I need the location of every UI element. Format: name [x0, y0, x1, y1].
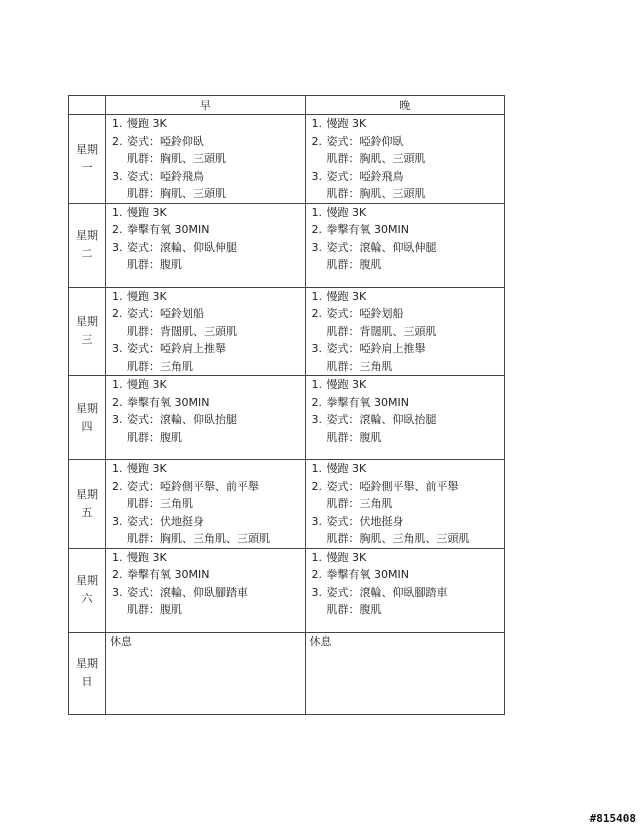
exercise-line	[306, 549, 505, 567]
item-text: 慢跑 3K	[326, 378, 367, 391]
exercise-line	[306, 411, 505, 429]
day-label-line: 星期	[76, 487, 98, 501]
exercise-line	[306, 633, 505, 651]
day-row	[69, 548, 505, 632]
exercise-line	[106, 133, 305, 151]
item-text: 姿式：啞鈴飛鳥	[326, 169, 404, 183]
exercise-line	[306, 566, 505, 584]
item-number: 2.	[311, 134, 322, 148]
day-label-line: 五	[81, 505, 93, 519]
header-row	[69, 96, 505, 115]
item-number: 3.	[112, 240, 123, 254]
item-text: 慢跑 3K	[326, 550, 367, 564]
item-text: 肌群：腹肌	[326, 430, 382, 444]
item-number: 2.	[311, 307, 322, 320]
item-text: 肌群：背闊肌、三頭肌	[127, 324, 237, 338]
item-number: 1.	[311, 117, 322, 130]
day-label	[69, 115, 106, 204]
morning-cell	[106, 632, 306, 714]
item-number: 2.	[112, 568, 123, 581]
item-number: 2.	[311, 479, 322, 493]
item-number: 2.	[112, 134, 123, 148]
item-number: 1.	[311, 205, 322, 219]
item-text: 慢跑 3K	[326, 289, 367, 303]
exercise-line	[306, 305, 505, 323]
exercise-line	[106, 376, 305, 394]
item-number: 2.	[112, 307, 123, 320]
item-text: 肌群：胸肌、三頭肌	[326, 152, 426, 165]
item-text: 姿式：啞鈴肩上推舉	[326, 342, 426, 355]
item-number: 1.	[112, 550, 123, 564]
item-number: 3.	[311, 514, 322, 528]
item-number: 2.	[311, 223, 322, 236]
item-text: 姿式：啞鈴肩上推舉	[127, 342, 226, 355]
exercise-line	[306, 168, 505, 186]
morning-cell	[106, 460, 306, 549]
day-label	[69, 460, 106, 549]
day-row	[69, 115, 505, 204]
item-number: 2.	[112, 223, 123, 236]
item-text: 肌群：胸肌、三頭肌	[127, 152, 226, 165]
day-label-line: 星期	[76, 315, 98, 329]
item-text: 肌群：三角肌	[326, 497, 393, 510]
day-label-line: 星期	[76, 574, 98, 587]
exercise-line	[306, 115, 505, 133]
exercise-line	[106, 150, 305, 168]
item-text: 姿式：伏地挺身	[326, 514, 404, 528]
exercise-line	[306, 584, 505, 602]
exercise-line	[306, 133, 505, 151]
evening-cell	[305, 287, 505, 376]
item-number: 3.	[112, 585, 123, 599]
item-text: 肌群：胸肌、三角肌、三頭肌	[326, 532, 470, 545]
exercise-line	[306, 323, 505, 341]
evening-cell	[305, 203, 505, 287]
item-text: 肌群：三角肌	[127, 359, 193, 373]
item-number: 1.	[112, 205, 123, 219]
exercise-line	[306, 394, 505, 412]
item-text: 慢跑 3K	[127, 378, 167, 391]
exercise-line	[306, 376, 505, 394]
morning-cell	[106, 548, 306, 632]
item-text: 慢跑 3K	[127, 289, 167, 303]
exercise-line	[306, 221, 505, 239]
item-text: 姿式：啞鈴划船	[326, 307, 404, 320]
item-text: 拳擊有氧 30MIN	[326, 395, 409, 409]
item-number: 2.	[311, 395, 322, 409]
day-row	[69, 460, 505, 549]
day-label-line: 星期	[76, 401, 98, 415]
day-label-line: 星期	[76, 657, 98, 670]
document-id: #815408	[589, 812, 636, 825]
day-label	[69, 548, 106, 632]
item-number: 1.	[311, 550, 322, 564]
exercise-line	[106, 394, 305, 412]
day-label	[69, 287, 106, 376]
item-number: 1.	[112, 289, 123, 303]
item-text: 拳擊有氧 30MIN	[127, 568, 210, 581]
item-number: 3.	[112, 342, 123, 355]
evening-cell	[305, 460, 505, 549]
exercise-line	[106, 495, 305, 513]
item-text: 拳擊有氧 30MIN	[326, 223, 409, 236]
item-text: 肌群：胸肌、三角肌、三頭肌	[127, 532, 270, 545]
item-text: 姿式：伏地挺身	[127, 514, 204, 528]
exercise-line	[306, 150, 505, 168]
item-text: 姿式：啞鈴飛鳥	[127, 169, 204, 183]
exercise-line	[106, 513, 305, 531]
exercise-line	[106, 115, 305, 133]
item-text: 姿式：啞鈴側平舉、前平舉	[326, 479, 459, 493]
day-label-line: 日	[81, 675, 93, 688]
item-number: 2.	[112, 395, 123, 409]
item-text: 休息	[309, 634, 332, 648]
exercise-line	[106, 566, 305, 584]
item-number: 3.	[112, 413, 123, 426]
exercise-line	[106, 239, 305, 257]
item-number: 3.	[112, 169, 123, 183]
day-row	[69, 632, 505, 714]
exercise-line	[306, 239, 505, 257]
item-number: 1.	[311, 378, 322, 391]
morning-cell	[106, 115, 306, 204]
evening-cell	[305, 632, 505, 714]
item-text: 肌群：三角肌	[127, 497, 193, 510]
item-text: 拳擊有氧 30MIN	[127, 395, 210, 409]
exercise-line	[306, 530, 505, 548]
item-text: 姿式：啞鈴仰臥	[127, 134, 204, 148]
item-text: 休息	[110, 634, 132, 648]
item-number: 3.	[311, 342, 322, 355]
exercise-line	[306, 513, 505, 531]
exercise-line	[106, 584, 305, 602]
item-number: 3.	[311, 585, 322, 599]
exercise-line	[306, 340, 505, 358]
exercise-line	[106, 478, 305, 496]
exercise-line	[106, 168, 305, 186]
item-text: 肌群：背闊肌、三頭肌	[326, 324, 437, 338]
exercise-line	[106, 305, 305, 323]
item-number: 1.	[112, 378, 123, 391]
item-text: 肌群：腹肌	[326, 603, 382, 616]
item-text: 姿式：滾輪、仰臥腳踏車	[326, 585, 448, 599]
item-text: 姿式：滾輪、仰臥伸腿	[326, 240, 437, 254]
exercise-line	[106, 256, 305, 274]
day-label-line: 星期	[76, 229, 98, 242]
exercise-line	[306, 358, 505, 376]
item-number: 1.	[311, 462, 322, 475]
item-text: 拳擊有氧 30MIN	[127, 223, 210, 236]
day-label-line: 星期	[76, 142, 98, 156]
day-row	[69, 287, 505, 376]
item-text: 姿式：啞鈴仰臥	[326, 134, 404, 148]
weekly-workout-table	[68, 95, 505, 715]
header-morning: 早	[106, 96, 306, 115]
item-text: 慢跑 3K	[127, 117, 167, 130]
day-label	[69, 376, 106, 460]
item-text: 肌群：胸肌、三頭肌	[326, 187, 426, 200]
exercise-line	[106, 633, 305, 651]
item-text: 慢跑 3K	[326, 205, 367, 219]
item-text: 慢跑 3K	[127, 205, 167, 219]
exercise-line	[306, 185, 505, 203]
exercise-line	[106, 411, 305, 429]
item-text: 慢跑 3K	[127, 550, 167, 564]
item-number: 1.	[112, 462, 123, 475]
morning-cell	[106, 376, 306, 460]
header-evening: 晚	[305, 96, 505, 115]
item-text: 姿式：滾輪、仰臥腳踏車	[127, 585, 248, 599]
exercise-line	[306, 429, 505, 447]
exercise-line	[106, 185, 305, 203]
day-label-line: 六	[81, 592, 93, 605]
item-number: 1.	[311, 289, 322, 303]
exercise-line	[106, 288, 305, 306]
day-label	[69, 203, 106, 287]
item-number: 2.	[311, 568, 322, 581]
item-text: 慢跑 3K	[127, 462, 167, 475]
exercise-line	[106, 221, 305, 239]
item-number: 3.	[311, 240, 322, 254]
item-text: 姿式：滾輪、仰臥伸腿	[127, 240, 237, 254]
evening-cell	[305, 376, 505, 460]
item-text: 肌群：三角肌	[326, 359, 393, 373]
item-text: 姿式：滾輪、仰臥抬腿	[127, 413, 237, 426]
exercise-line	[106, 429, 305, 447]
morning-cell	[106, 287, 306, 376]
schedule-body	[69, 115, 505, 715]
item-text: 拳擊有氧 30MIN	[326, 568, 409, 581]
exercise-line	[106, 340, 305, 358]
day-label-line: 二	[81, 247, 93, 260]
exercise-line	[106, 549, 305, 567]
item-text: 姿式：滾輪、仰臥抬腿	[326, 413, 437, 426]
evening-cell	[305, 548, 505, 632]
item-number: 3.	[311, 169, 322, 183]
exercise-line	[306, 256, 505, 274]
item-text: 肌群：腹肌	[127, 258, 182, 271]
day-label-line: 四	[81, 419, 93, 433]
exercise-line	[306, 288, 505, 306]
item-number: 3.	[112, 514, 123, 528]
exercise-line	[306, 460, 505, 478]
item-text: 慢跑 3K	[326, 462, 367, 475]
day-row	[69, 203, 505, 287]
item-number: 2.	[112, 479, 123, 493]
exercise-line	[106, 460, 305, 478]
item-text: 肌群：腹肌	[127, 430, 182, 444]
day-label-line: 三	[81, 333, 93, 347]
item-number: 3.	[311, 413, 322, 426]
exercise-line	[106, 530, 305, 548]
exercise-line	[106, 358, 305, 376]
item-text: 肌群：胸肌、三頭肌	[127, 187, 226, 200]
item-text: 肌群：腹肌	[127, 603, 182, 616]
item-text: 肌群：腹肌	[326, 258, 382, 271]
exercise-line	[306, 478, 505, 496]
item-text: 姿式：啞鈴側平舉、前平舉	[127, 479, 259, 493]
exercise-line	[106, 601, 305, 619]
item-text: 慢跑 3K	[326, 117, 367, 130]
corner-cell	[69, 96, 106, 115]
exercise-line	[306, 204, 505, 222]
morning-cell	[106, 203, 306, 287]
exercise-line	[306, 495, 505, 513]
exercise-line	[106, 204, 305, 222]
day-row	[69, 376, 505, 460]
evening-cell	[305, 115, 505, 204]
exercise-line	[106, 323, 305, 341]
exercise-line	[306, 601, 505, 619]
day-label-line: 一	[81, 160, 93, 174]
day-label	[69, 632, 106, 714]
item-number: 1.	[112, 117, 123, 130]
item-text: 姿式：啞鈴划船	[127, 307, 204, 320]
